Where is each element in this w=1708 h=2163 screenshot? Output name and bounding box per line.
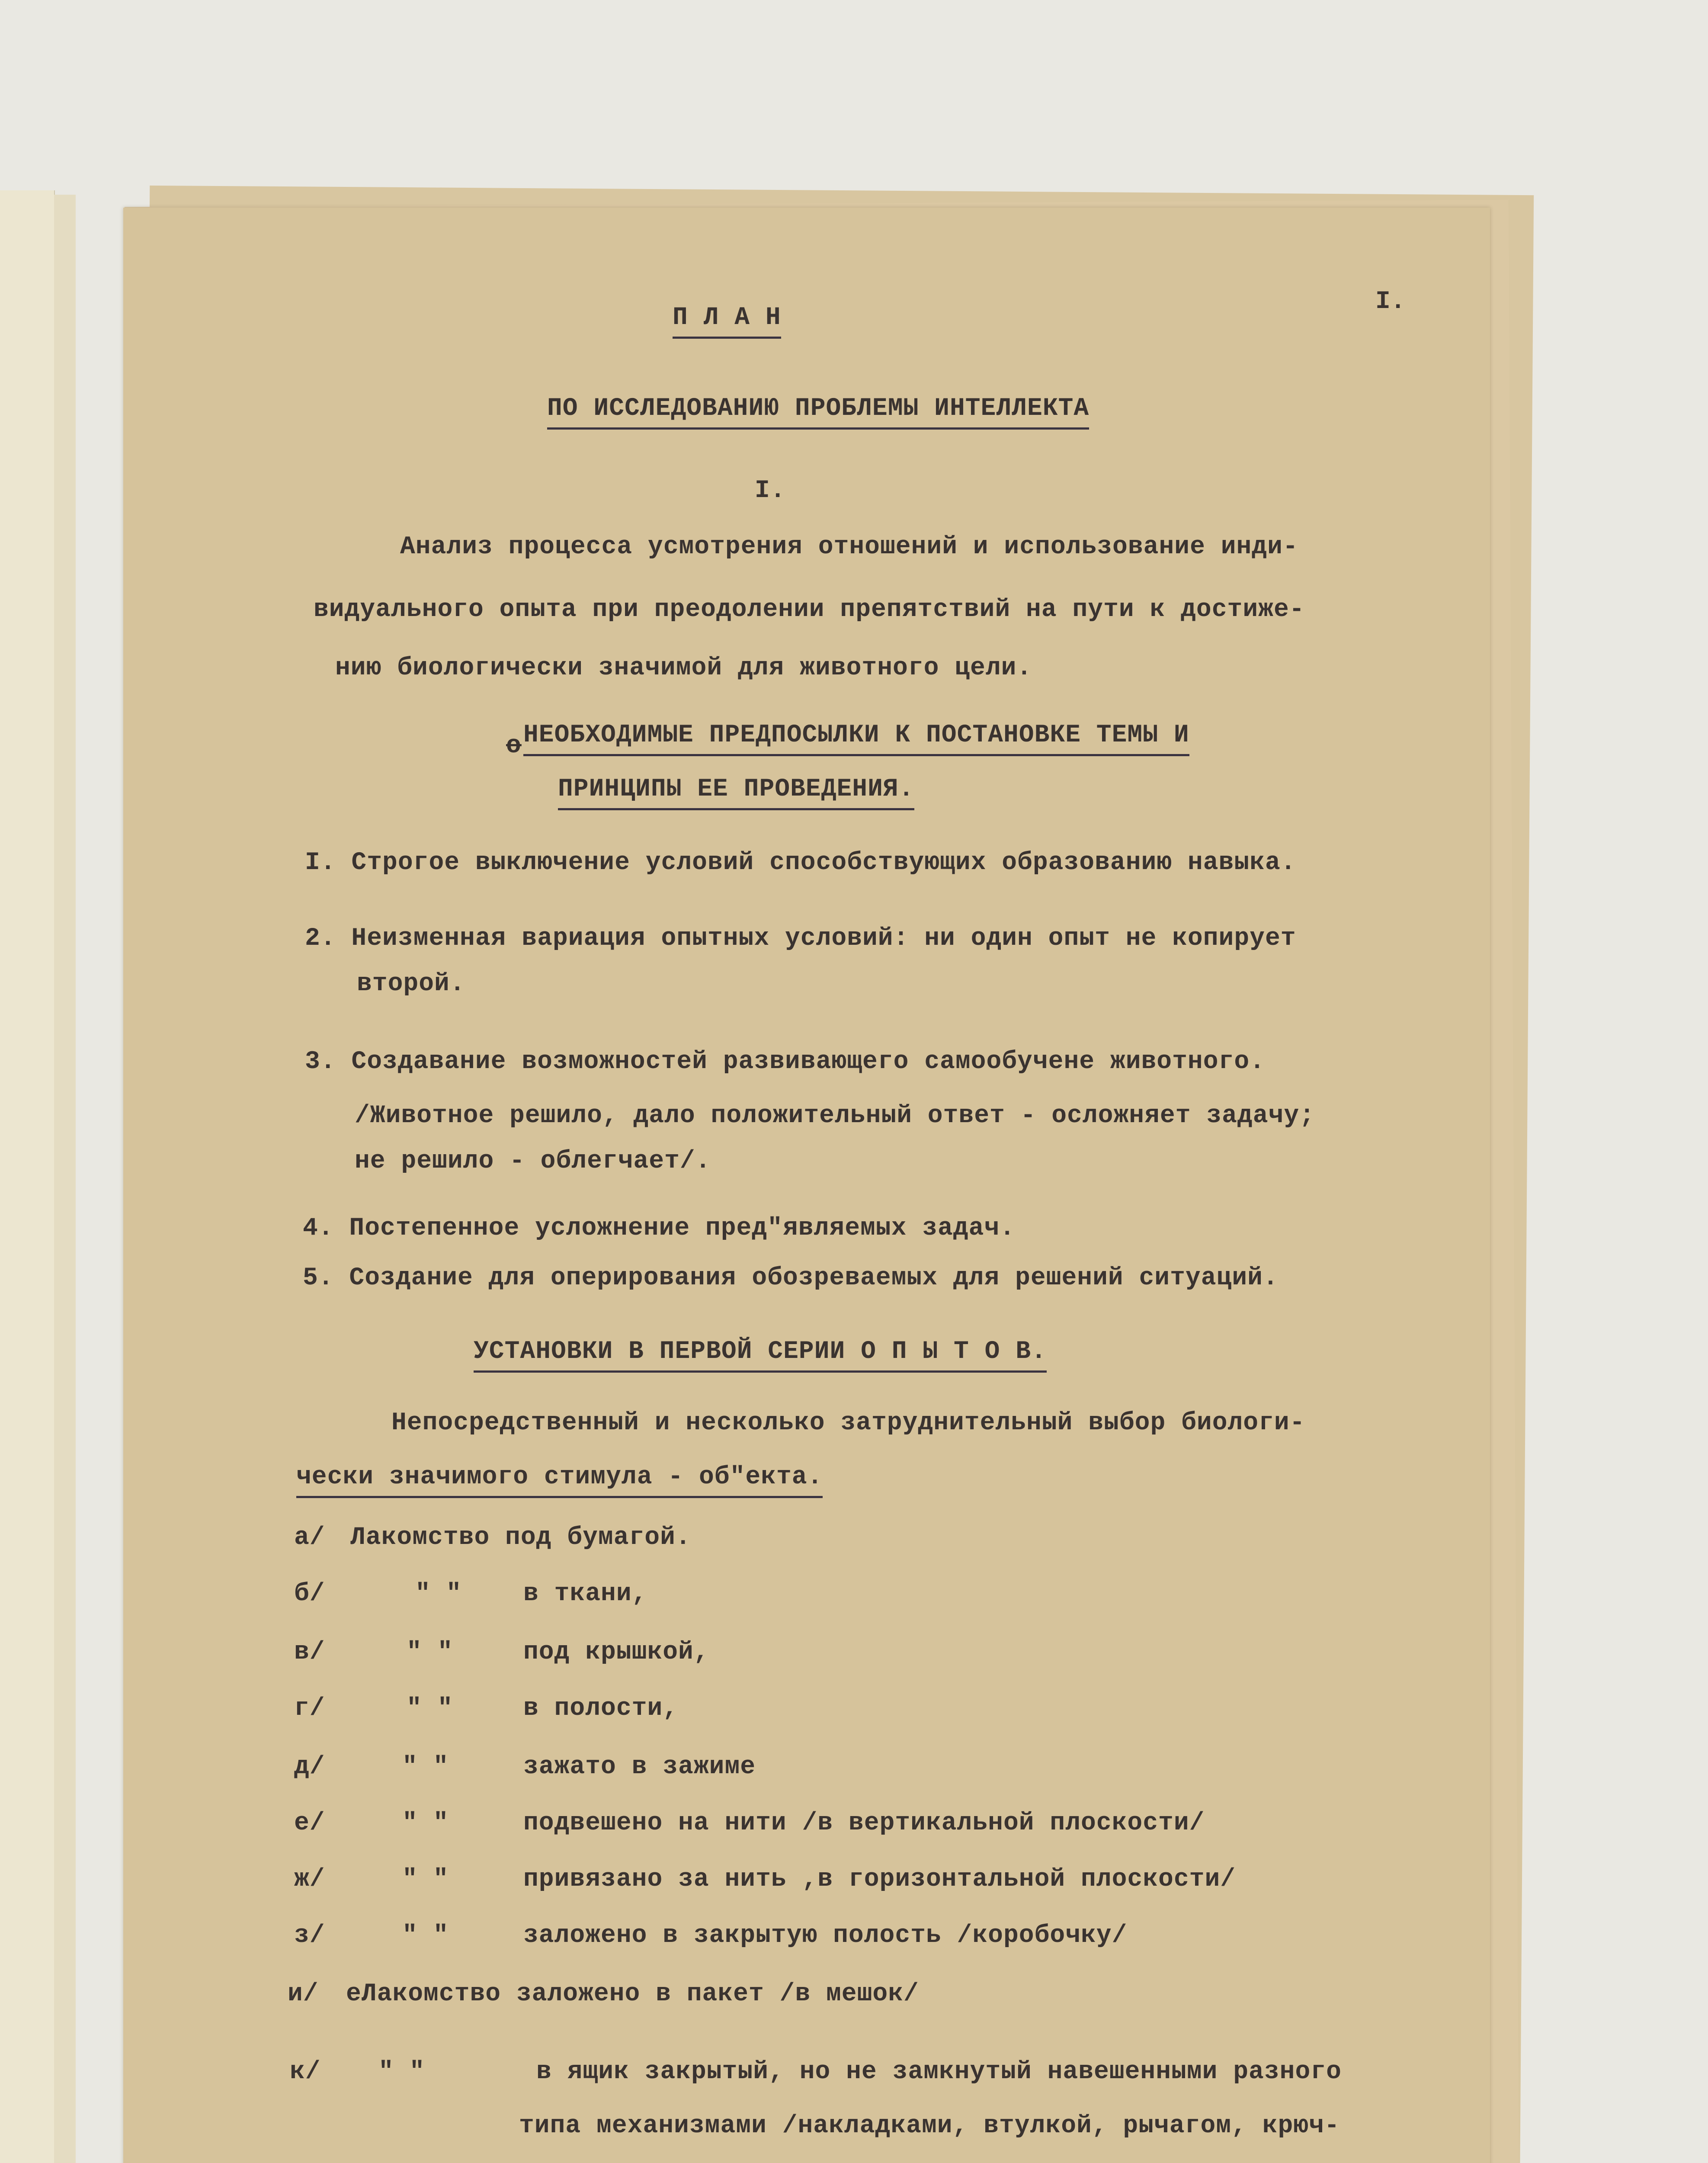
list-item-continuation: типа механизмами /накладками, втулкой, рычагом, крюч- [519,2112,1340,2140]
principle-3-continuation-1: /Животное решило, дало положительный ответ - осложняет задачу; [355,1102,1315,1130]
series-intro-line-2: чески значимого стимула - об"екта. [296,1462,823,1498]
list-item-text: под крышкой, [523,1638,709,1666]
series-intro-line-1: Непосредственный и несколько затруднительный выбор биологи- [391,1409,1305,1437]
list-item-ditto: " " [402,1753,449,1781]
document-title: П Л А Н [673,303,781,339]
list-item-marker: е/ [294,1809,325,1837]
principle-1: I. Строгое выключение условий способствующих образованию навыка. [305,849,1296,877]
principle-5: 5. Создание для оперирования обозреваемых для решений ситуаций. [303,1264,1279,1292]
list-item-text: в полости, [523,1694,679,1723]
list-item-ditto: " " [378,2058,425,2086]
list-item-text: в ткани, [523,1580,647,1608]
list-item-marker: ж/ [294,1865,325,1893]
list-item-ditto: " " [402,1865,449,1893]
document-subtitle: ПО ИССЛЕДОВАНИЮ ПРОБЛЕМЫ ИНТЕЛЛЕКТА [547,394,1089,430]
list-item-text: зажато в зажиме [523,1753,756,1781]
list-item-marker: д/ [294,1753,325,1781]
principle-4: 4. Постепенное усложнение пред"являемых задач. [303,1214,1016,1242]
principle-2: 2. Неизменная вариация опытных условий: ни один опыт не копирует [305,924,1296,953]
list-item-text: привязано за нить ,в горизонтальной плоскости/ [523,1865,1236,1893]
intro-line-3: нию биологически значимой для животного цели. [335,654,1032,682]
series-heading: УСТАНОВКИ В ПЕРВОЙ СЕРИИ О П Ы Т О В. [474,1337,1047,1373]
list-item-ditto: " " [407,1638,453,1666]
list-item-text: Лакомство под бумагой. [350,1524,691,1552]
list-item-text: заложено в закрытую полость /коробочку/ [523,1922,1128,1950]
page-number: I. [1375,288,1406,316]
list-item-marker: з/ [294,1922,325,1950]
list-item-marker: к/ [290,2058,321,2086]
principle-3-continuation-2: не решило - облегчает/. [355,1147,711,1175]
list-item-ditto: " " [415,1580,462,1608]
principle-2-continuation: второй. [357,970,465,998]
adjacent-sheet [0,190,55,2163]
list-item-marker: и/ [288,1980,319,2008]
intro-line-1: Анализ процесса усмотрения отношений и использование инди- [400,533,1298,561]
list-item-text: подвешено на нити /в вертикальной плоскости/ [523,1809,1205,1837]
list-item-ditto: " " [407,1694,453,1723]
list-item-marker: б/ [294,1580,325,1608]
list-item-ditto: " " [402,1809,449,1837]
list-item-ditto: " " [402,1922,449,1950]
premises-heading-line-1: НЕОБХОДИМЫЕ ПРЕДПОСЫЛКИ К ПОСТАНОВКЕ ТЕМЫ И [523,720,1189,756]
principle-3: 3. Создавание возможностей развивающего самообучене животного. [305,1048,1265,1076]
list-item-text: в ящик закрытый, но не замкнутый навешенными разного [536,2058,1342,2086]
list-item-marker: г/ [294,1694,325,1723]
adjacent-sheet-edge [54,195,76,2163]
intro-line-2: видуального опыта при преодолении препятствий на пути к достиже- [314,596,1305,624]
heading-strikeout: о [506,732,522,760]
premises-heading-line-2: ПРИНЦИПЫ ЕЕ ПРОВЕДЕНИЯ. [558,774,914,810]
section-number: I. [755,477,786,505]
list-item-marker: а/ [294,1524,325,1552]
list-item-text: еЛакомство заложено в пакет /в мешок/ [346,1980,919,2008]
list-item-marker: в/ [294,1638,325,1666]
